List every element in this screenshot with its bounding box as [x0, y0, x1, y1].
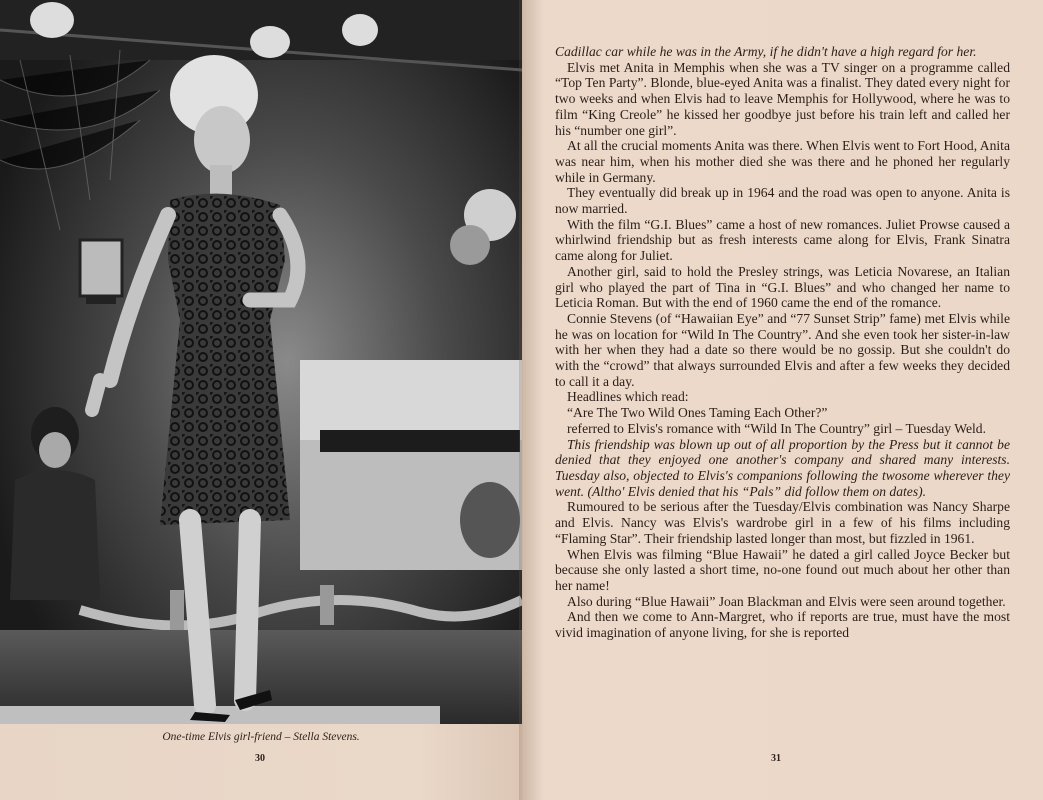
- article-paragraph: referred to Elvis's romance with “Wild In The Country” girl – Tuesday Weld.: [567, 420, 986, 436]
- article-paragraph: Elvis met Anita in Memphis when she was a TV singer on a programme called “Top Ten Party”. Blonde, blue-eyed Anita was a finalist. They dated every night for two weeks and when Elvis had to leave Memphis for Hollywood, where he was to film “King Creole” he kissed her goodbye just before his train left and called her his “number one girl”.: [555, 59, 1010, 138]
- page-number-right: 31: [771, 753, 781, 764]
- stella-stevens-photo: [0, 0, 522, 724]
- article-text-column: [555, 44, 1010, 641]
- article-paragraph: Cadillac car while he was in the Army, if he didn't have a high regard for her.: [555, 44, 977, 59]
- article-paragraph: When Elvis was filming “Blue Hawaii” he dated a girl called Joyce Becker but because she only lasted a short time, no-one found out much about her other than her name!: [555, 546, 1010, 593]
- stage-photo-illustration: [0, 0, 522, 724]
- article-paragraph: Also during “Blue Hawaii” Joan Blackman and Elvis were seen around together.: [567, 593, 1006, 609]
- article-paragraph: Another girl, said to hold the Presley strings, was Leticia Novarese, an Italian girl who played the part of Tina in “G.I. Blues” and who changed her name to Leticia Roman. But with the end of 1960 came the end of the romance.: [555, 263, 1010, 311]
- article-paragraph: At all the crucial moments Anita was there. When Elvis went to Fort Hood, Anita was near him, when his mother died she was there and he phoned her regularly while in Germany.: [555, 138, 1010, 185]
- page-number-left: 30: [255, 753, 265, 764]
- article-paragraph: With the film “G.I. Blues” came a host of new romances. Juliet Prowse caused a whirlwind friendship but as fresh interests came along for Elvis, Frank Sinatra came along for Juliet.: [555, 216, 1010, 264]
- article-paragraph: “Are The Two Wild Ones Taming Each Other?”: [567, 405, 828, 421]
- article-paragraph: Connie Stevens (of “Hawaiian Eye” and “77 Sunset Strip” fame) met Elvis while he was on location for “Wild In The Country”. And she even took her sister-in-law with her when they had a date so there would be no gossip. But she couldn't do with the “crowd” that always surrounded Elvis and after a few weeks they decided to call it a day.: [555, 310, 1010, 389]
- article-paragraph: Rumoured to be serious after the Tuesday/Elvis combination was Nancy Sharpe and Elvis. Nancy was Elvis's wardrobe girl in a few of his films including “Flaming Star”. Their friendship lasted longer than most, but fizzled in 1961.: [555, 499, 1010, 546]
- article-paragraph: This friendship was blown up out of all proportion by the Press but it cannot be denied that they enjoyed one another's company and shared many interests. Tuesday also, objected to Elvis's companions following the twosome wherever they went. (Altho' Elvis denied that his “Pals” did follow them on dates).: [555, 436, 1010, 499]
- photo-caption: One-time Elvis girl-friend – Stella Stevens.: [162, 731, 360, 743]
- article-paragraph: Headlines which read:: [567, 389, 689, 405]
- article-paragraph: And then we come to Ann-Margret, who if reports are true, must have the most vivid imagination of anyone living, for she is reported: [555, 609, 1010, 641]
- article-paragraph: They eventually did break up in 1964 and the road was open to anyone. Anita is now married.: [555, 185, 1010, 217]
